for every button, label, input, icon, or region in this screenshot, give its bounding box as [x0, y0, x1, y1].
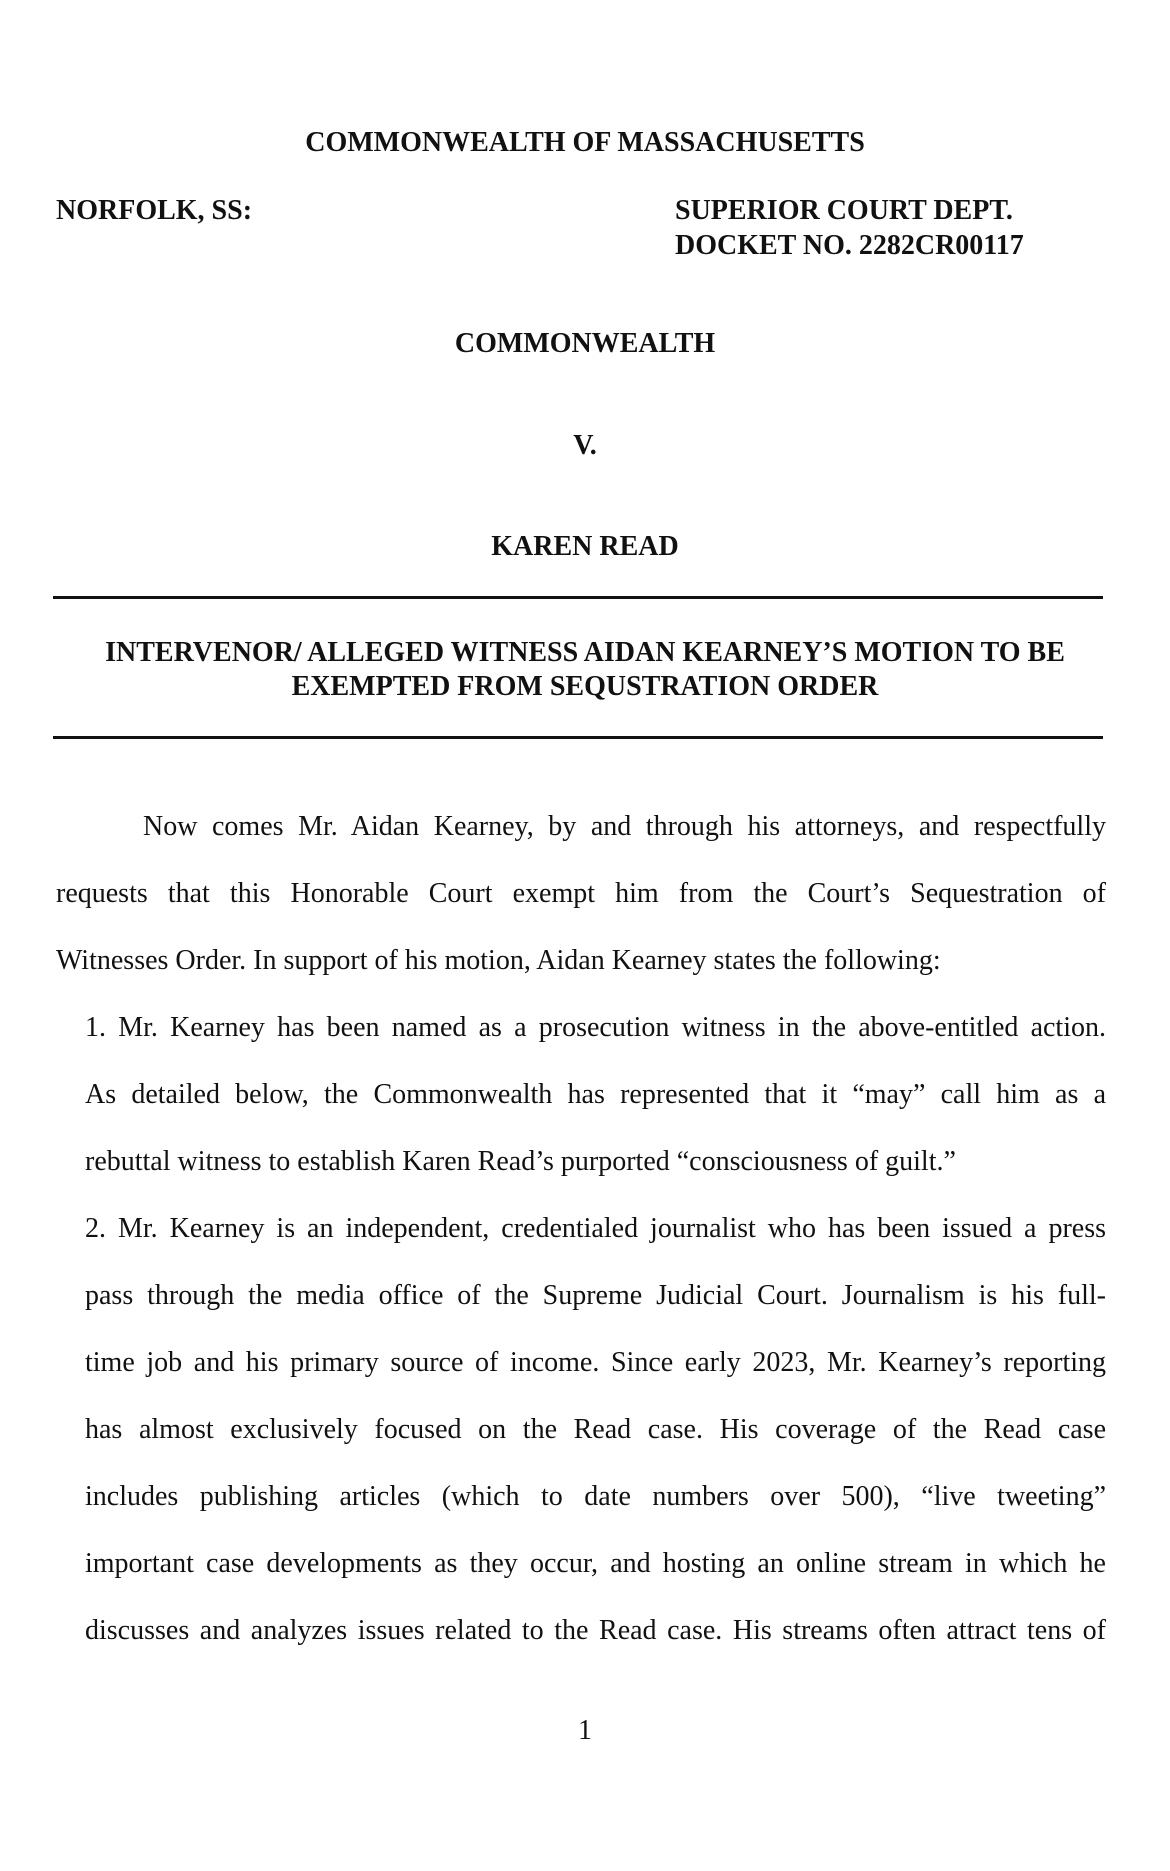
title-top-rule [53, 596, 1103, 599]
defendant-name: KAREN READ [491, 531, 679, 562]
title-bottom-rule [53, 736, 1103, 739]
docket-number: DOCKET NO. 2282CR00117 [675, 230, 1024, 261]
court-label: SUPERIOR COURT DEPT. [675, 195, 1013, 226]
page-number: 1 [578, 1715, 592, 1746]
paragraph-2-line-5: includes publishing articles (which to date numbers over 500), “live tweeting” [85, 1481, 1106, 1512]
paragraph-2-line-4: has almost exclusively focused on the Read case. His coverage of the Read case [85, 1414, 1106, 1445]
jurisdiction-heading: COMMONWEALTH OF MASSACHUSETTS [305, 127, 865, 158]
paragraph-2-line-2: pass through the media office of the Supreme Judicial Court. Journalism is his full- [85, 1280, 1106, 1311]
paragraph-1-line-3: rebuttal witness to establish Karen Read’s purported “consciousness of guilt.” [85, 1146, 956, 1177]
motion-title-line-1: INTERVENOR/ ALLEGED WITNESS AIDAN KEARNEY’S MOTION TO BE [105, 637, 1065, 668]
plaintiff-name: COMMONWEALTH [454, 328, 716, 359]
paragraph-2-line-7: discusses and analyzes issues related to the Read case. His streams often attract tens of [85, 1615, 1106, 1646]
motion-title-line-2: EXEMPTED FROM SEQUSTRATION ORDER [291, 671, 879, 702]
versus-label: V. [573, 430, 597, 461]
paragraph-2-line-6: important case developments as they occur, and hosting an online stream in which he [85, 1548, 1106, 1579]
paragraph-2-line-1: 2. Mr. Kearney is an independent, credentialed journalist who has been issued a press [85, 1213, 1106, 1244]
intro-line-2: requests that this Honorable Court exempt him from the Court’s Sequestration of [56, 878, 1106, 909]
paragraph-1-line-1: 1. Mr. Kearney has been named as a prosecution witness in the above-entitled action. [85, 1012, 1106, 1043]
intro-line-1: Now comes Mr. Aidan Kearney, by and through his attorneys, and respectfully [143, 811, 1106, 842]
intro-line-3: Witnesses Order. In support of his motion, Aidan Kearney states the following: [56, 945, 941, 976]
paragraph-1-line-2: As detailed below, the Commonwealth has represented that it “may” call him as a [85, 1079, 1106, 1110]
paragraph-2-line-3: time job and his primary source of income. Since early 2023, Mr. Kearney’s reporting [85, 1347, 1106, 1378]
county-label: NORFOLK, SS: [56, 195, 253, 226]
